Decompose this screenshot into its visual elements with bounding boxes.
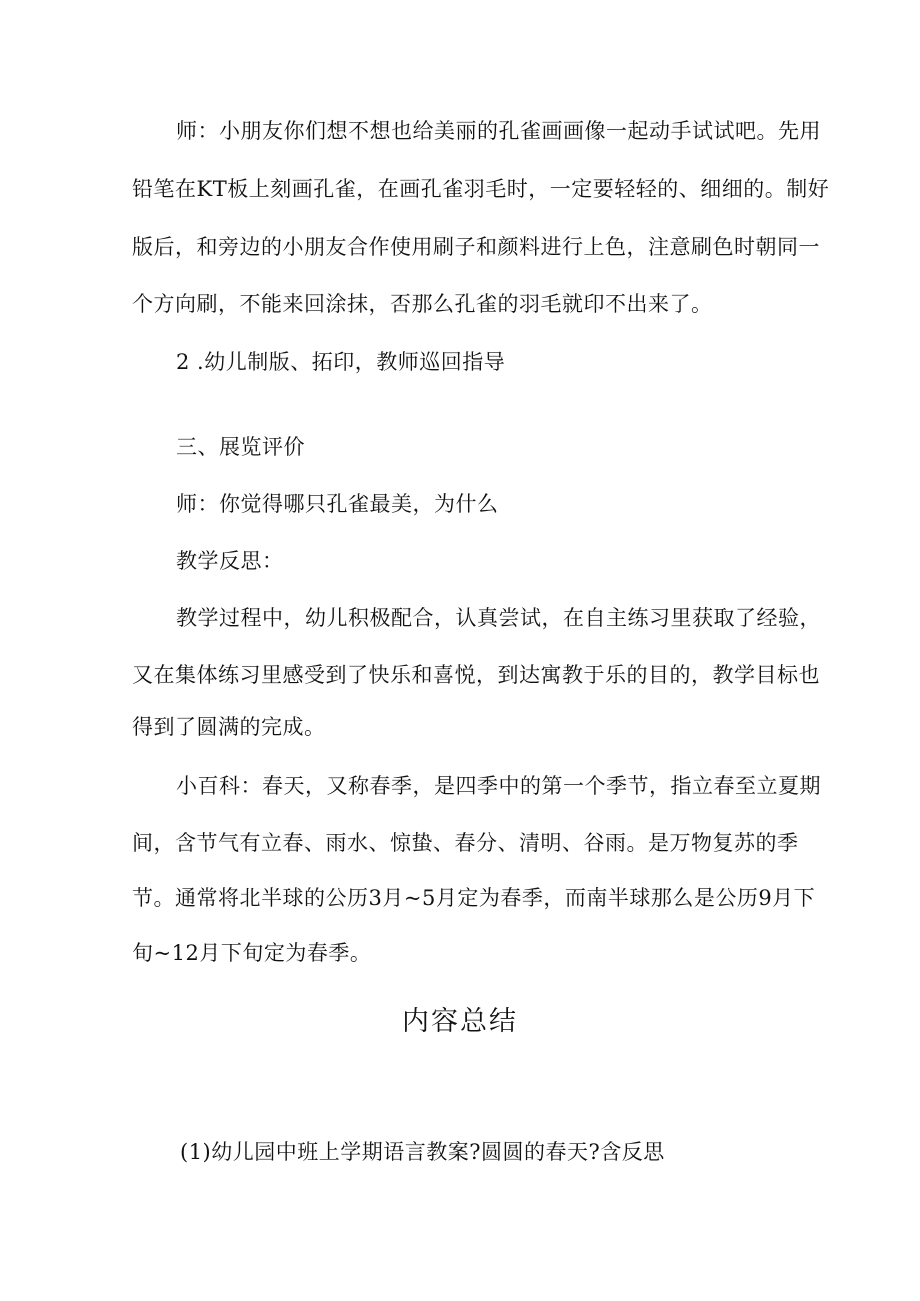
encyclopedia-line: 间，含节气有立春、雨水、惊蛰、春分、清明、谷雨。是万物复苏的季 (132, 831, 799, 855)
encyclopedia-line: 小百科：春天，又称春季，是四季中的第一个季节，指立春至立夏期 (176, 774, 821, 798)
teacher-question: 师：你觉得哪只孔雀最美，为什么 (176, 492, 499, 516)
reflection-line: 得到了圆满的完成。 (132, 715, 326, 739)
encyclopedia-line: 节。通常将北半球的公历3月~5月定为春季，而南半球那么是公历9月下 (132, 886, 816, 910)
summary-item: (1)幼儿园中班上学期语言教案?圆圆的春天?含反思 (180, 1140, 665, 1164)
summary-title: 内容总结 (402, 1006, 518, 1037)
paragraph-line: 师：小朋友你们想不想也给美丽的孔雀画画像一起动手试试吧。先用 (176, 119, 821, 143)
paragraph-line: 个方向刷，不能来回涂抹，否那么孔雀的羽毛就印不出来了。 (132, 292, 713, 316)
encyclopedia-line: 旬~12月下旬定为春季。 (132, 941, 372, 965)
section-heading: 三、展览评价 (176, 435, 305, 459)
reflection-line: 又在集体练习里感受到了快乐和喜悦，到达寓教于乐的目的，教学目标也 (132, 663, 820, 687)
reflection-line: 教学过程中，幼儿积极配合，认真尝试，在自主练习里获取了经验， (176, 606, 821, 630)
reflection-heading: 教学反思： (176, 549, 284, 573)
paragraph-line: 版后，和旁边的小朋友合作使用刷子和颜料进行上色，注意刷色时朝同一 (132, 235, 820, 259)
paragraph-line: 铅笔在KT板上刻画孔雀，在画孔雀羽毛时，一定要轻轻的、细细的。制好 (132, 177, 830, 201)
step-item: 2 .幼儿制版、拓印，教师巡回指导 (176, 350, 506, 374)
